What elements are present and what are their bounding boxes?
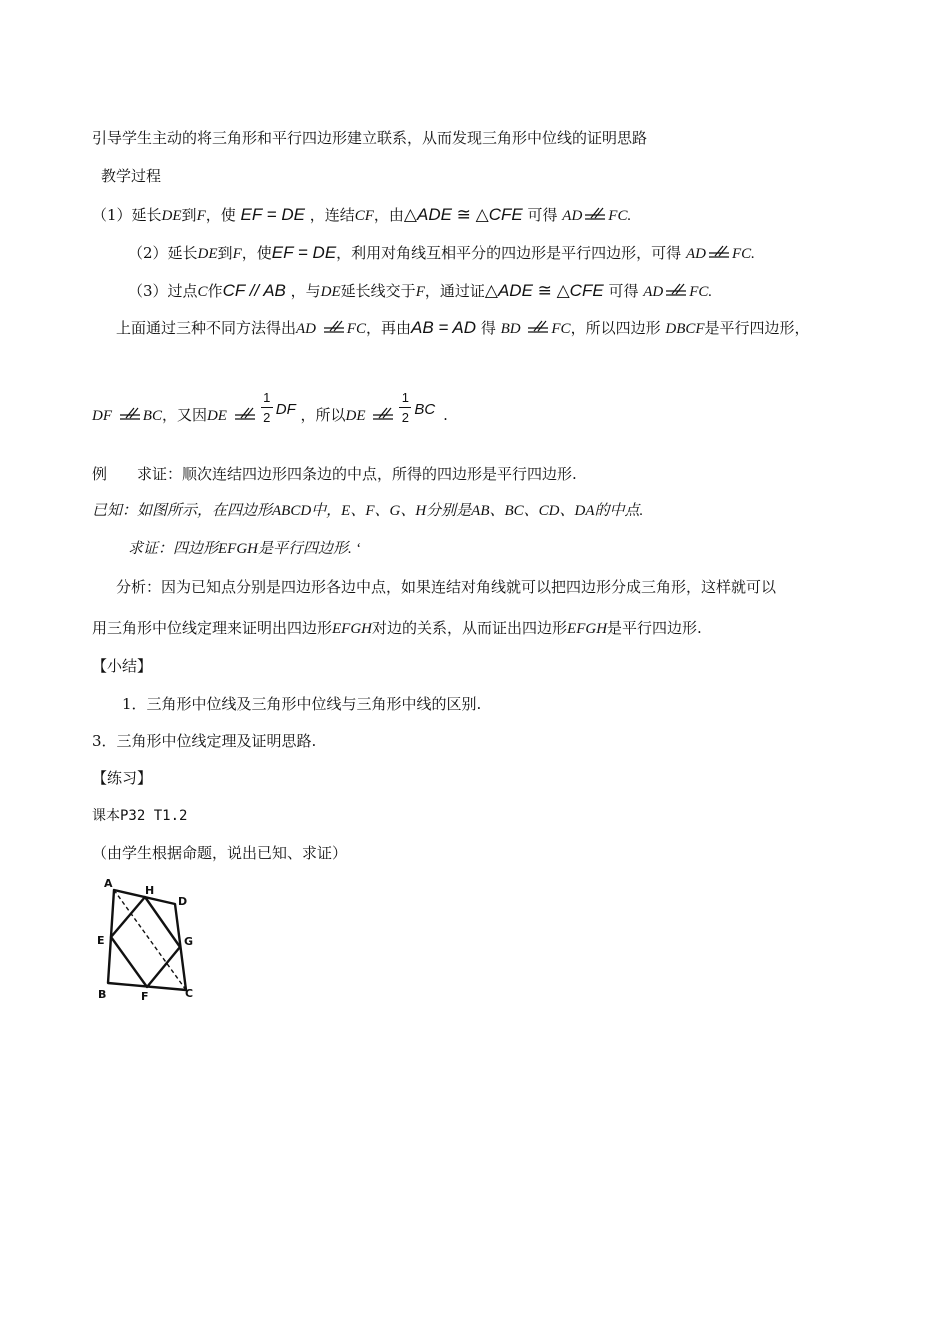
seg-bd: BD (500, 321, 521, 337)
summary-line-2 (92, 390, 448, 426)
practice-heading: 【练习】 (92, 769, 153, 787)
parallel-equal-symbol (232, 406, 258, 422)
seg-fc: FC. (689, 284, 713, 300)
practice-reference: 课本P32 T1.2 (92, 808, 188, 824)
label-h: H (145, 884, 155, 897)
text-also: ，又因 (161, 406, 207, 424)
summary-heading: 【小结】 (92, 657, 153, 675)
text-with: ，与 (290, 282, 321, 300)
summary-line-1 (116, 318, 810, 339)
point-f: F (232, 246, 242, 262)
label-g: G (184, 935, 194, 948)
formula-congruence: △ADE ≅ △CFE (484, 281, 604, 300)
text-make: ，使 (241, 244, 272, 262)
quadrilateral-figure (90, 872, 210, 1012)
parallel-equal-symbol (525, 319, 551, 335)
parallel-equal-symbol (663, 282, 689, 298)
method-3 (128, 281, 712, 302)
method3-lead: （3）过点 (128, 282, 198, 300)
method2-lead: （2）延长 (128, 244, 198, 262)
given-statement: 已知：如图所示，在四边形ABCD中，E、F、G、H分别是AB、BC、CD、DA的中点. (92, 503, 644, 519)
text-make: 作 (207, 282, 223, 300)
formula-congruence: △ADE ≅ △CFE (403, 205, 523, 224)
quadrilateral-efgh (111, 897, 180, 987)
analysis-post: 是平行四边形. (607, 619, 702, 637)
text-to: 到 (181, 206, 197, 224)
fraction-half: $\frac{1}{2}$ (396, 396, 414, 426)
seg-df: DF (92, 408, 112, 424)
text-so: ，所以 (300, 406, 346, 424)
seg-ad: AD (296, 321, 317, 337)
quad-efgh: EFGH (332, 621, 373, 637)
point-f: F (415, 284, 425, 300)
formula-parallel: CF // AB (222, 281, 286, 300)
text-prove: ，通过证 (424, 282, 485, 300)
text-make: ，使 (205, 206, 236, 224)
practice-note: （由学生根据命题，说出已知、求证） (92, 844, 348, 862)
text-connect: ，连结 (309, 206, 355, 224)
seg-ad: AD (562, 208, 583, 224)
text-reason: ，利用对角线互相平分的四边形是平行四边形，可得 (336, 244, 682, 262)
seg-bc: BC (142, 408, 162, 424)
process-title: 教学过程 (101, 167, 162, 185)
label-c: C (185, 987, 194, 1000)
analysis-mid: 对边的关系，从而证出四边形 (372, 619, 568, 637)
analysis-line-2 (92, 618, 702, 639)
example-statement: 例 求证：顺次连结四边形四条边的中点，所得的四边形是平行四边形. (92, 465, 577, 483)
seg-de: DE (206, 408, 227, 424)
label-d: D (178, 895, 188, 908)
point-f: F (196, 208, 206, 224)
seg-ad: AD (643, 284, 664, 300)
analysis-line-1: 分析：因为已知点分别是四边形各边中点，如果连结对角线就可以把四边形分成三角形，这样就可以 (116, 578, 777, 596)
seg-fc: FC. (608, 208, 632, 224)
method-1 (92, 205, 631, 226)
seg-de: DE (161, 208, 182, 224)
parallel-equal-symbol (706, 244, 732, 260)
label-a: A (104, 877, 113, 890)
quad-efgh: EFGH (567, 621, 608, 637)
label-e: E (97, 934, 105, 947)
point-c: C (197, 284, 208, 300)
math-df: DF (275, 401, 296, 418)
math-bc: BC (414, 401, 436, 418)
formula-ef-de: EF = DE (271, 243, 337, 262)
seg-cf: CF (354, 208, 374, 224)
method-2 (128, 243, 755, 264)
parallel-equal-symbol (582, 206, 608, 222)
method1-lead: （1）延长 (92, 206, 162, 224)
parallel-equal-symbol (321, 319, 347, 335)
parallel-equal-symbol (370, 406, 396, 422)
intro-text: 引导学生主动的将三角形和平行四边形建立联系，从而发现三角形中位线的证明思路 (92, 129, 648, 147)
seg-fc: FC (551, 321, 571, 337)
summary-item-1: 1．三角形中位线及三角形中位线与三角形中线的区别. (122, 695, 482, 713)
seg-ad: AD (685, 246, 706, 262)
parallel-equal-symbol (117, 406, 143, 422)
formula-ef-de: EF = DE (240, 205, 305, 224)
quad-dbcf: DBCF (665, 321, 705, 337)
text-then: ，再由 (365, 319, 411, 337)
seg-fc: FC (346, 321, 366, 337)
formula-ab-ad: AB = AD (410, 318, 477, 337)
text-get: 可得 (608, 282, 639, 300)
summary-item-2: 3．三角形中位线定理及证明思路. (92, 732, 317, 750)
seg-de: DE (345, 408, 366, 424)
text-so: ，所以四边形 (570, 319, 661, 337)
seg-de: DE (197, 246, 218, 262)
fraction-half: $\frac{1}{2}$ (258, 396, 276, 426)
label-f: F (141, 990, 149, 1003)
text-to: 到 (217, 244, 233, 262)
text-by: ，由 (373, 206, 404, 224)
label-b: B (98, 988, 107, 1001)
text-get: 可得 (527, 206, 558, 224)
summary-lead: 上面通过三种不同方法得出 (116, 319, 297, 337)
text-period: . (443, 406, 448, 424)
text-get: 得 (480, 319, 496, 337)
to-prove-statement: 求证：四边形EFGH是平行四边形. ‘ (128, 541, 361, 557)
text-is: 是平行四边形， (704, 319, 810, 337)
analysis-pre: 用三角形中位线定理来证明出四边形 (92, 619, 333, 637)
text-meet: 延长线交于 (340, 282, 416, 300)
seg-de: DE (320, 284, 341, 300)
seg-fc: FC. (731, 246, 755, 262)
